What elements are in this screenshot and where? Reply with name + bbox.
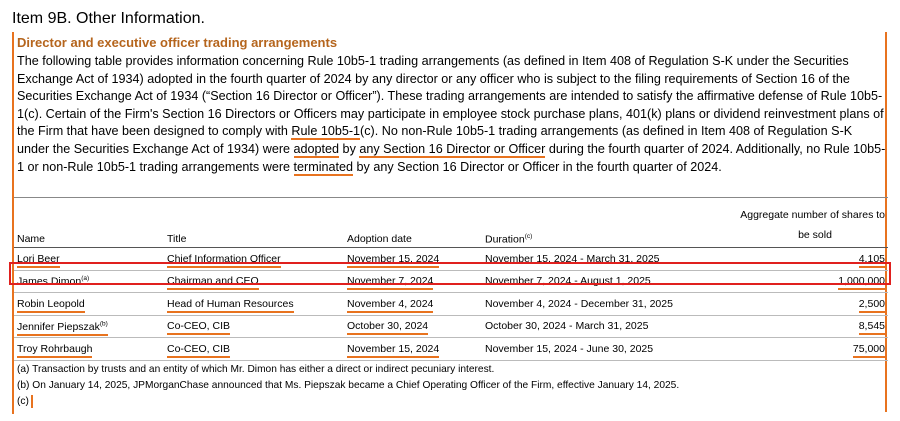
table-row bbox=[14, 338, 888, 361]
para-text-4: during the fourth quarter of 2024. Additionally, no Rule 10b5-1 or non-Rule 10b5-1 trading arrangements were bbox=[17, 141, 886, 174]
name-note: (b) bbox=[99, 320, 108, 327]
cell-shares bbox=[702, 315, 888, 338]
header-shares-line1: Aggregate number of shares to bbox=[740, 209, 885, 221]
adoption-tag[interactable]: November 4, 2024 bbox=[347, 298, 433, 313]
title-tag[interactable]: Co-CEO, CIB bbox=[167, 320, 230, 335]
header-name: Name bbox=[14, 203, 164, 248]
cell-title bbox=[164, 293, 344, 316]
adoption-tag[interactable]: November 15, 2024 bbox=[347, 253, 439, 268]
tag-rule-10b5-1[interactable]: Rule 10b5-1 bbox=[291, 124, 361, 139]
tag-section-16[interactable]: any Section 16 Director or Officer bbox=[359, 141, 546, 156]
footnote-c-label: (c) bbox=[17, 396, 29, 407]
cell-duration: November 15, 2024 - June 30, 2025 bbox=[482, 338, 702, 361]
name-tag[interactable]: Lori Beer bbox=[17, 253, 60, 268]
para-text-3: by bbox=[339, 141, 360, 156]
cell-title bbox=[164, 315, 344, 338]
footnotes bbox=[17, 362, 679, 410]
header-duration-note: (c) bbox=[524, 232, 533, 240]
shares-tag[interactable]: 2,500 bbox=[859, 298, 885, 313]
tag-adopted[interactable]: adopted bbox=[293, 141, 340, 156]
cell-adoption bbox=[344, 293, 482, 316]
footnote-a: (a) Transaction by trusts and an entity of which Mr. Dimon has either a direct or indirect pecuniary interest. bbox=[17, 364, 495, 375]
title-tag[interactable]: Chief Information Officer bbox=[167, 253, 281, 268]
cell-duration: November 4, 2024 - December 31, 2025 bbox=[482, 293, 702, 316]
shares-tag[interactable]: 75,000 bbox=[853, 343, 885, 358]
cell-name bbox=[14, 293, 164, 316]
header-duration bbox=[482, 203, 702, 248]
shares-tag[interactable]: 1,000,000 bbox=[838, 275, 885, 290]
name-tag[interactable]: Robin Leopold bbox=[17, 298, 85, 313]
shares-tag[interactable]: 8,545 bbox=[859, 320, 885, 335]
footnote-c bbox=[17, 394, 679, 410]
cell-duration: November 7, 2024 - August 1, 2025 bbox=[482, 270, 702, 293]
table-header-row bbox=[14, 203, 888, 248]
footnote-b: (b) On January 14, 2025, JPMorganChase announced that Ms. Piepszak became a Chief Operating Officer of the Firm, effective January 14, 2025. bbox=[17, 380, 680, 391]
cell-name bbox=[14, 338, 164, 361]
header-duration-label: Duration bbox=[485, 233, 525, 245]
intro-paragraph bbox=[17, 53, 887, 176]
name-tag[interactable] bbox=[17, 321, 108, 336]
para-text-2: (c). No non-Rule 10b5-1 trading arrangements (as defined in Item 408 of Regulation S-K under the Securities Exchange Act of 1934) were bbox=[17, 124, 853, 156]
title-tag[interactable]: Head of Human Resources bbox=[167, 298, 294, 313]
table-row bbox=[14, 293, 888, 316]
cell-adoption bbox=[344, 315, 482, 338]
cell-adoption bbox=[344, 338, 482, 361]
highlight-box bbox=[9, 262, 891, 285]
adoption-tag[interactable]: November 15, 2024 bbox=[347, 343, 439, 358]
name-tag[interactable]: Troy Rohrbaugh bbox=[17, 343, 92, 358]
header-title: Title bbox=[164, 203, 344, 248]
title-tag[interactable]: Co-CEO, CIB bbox=[167, 343, 230, 358]
section-heading: Director and executive officer trading arrangements bbox=[17, 35, 338, 50]
name-text: Jennifer Piepszak bbox=[17, 320, 100, 333]
cell-duration: November 15, 2024 - March 31, 2025 bbox=[482, 248, 702, 271]
table-top-rule bbox=[14, 197, 888, 198]
title-tag[interactable]: Chairman and CEO bbox=[167, 275, 259, 290]
header-shares-line2: be sold bbox=[798, 229, 832, 241]
header-adoption-date: Adoption date bbox=[344, 203, 482, 248]
name-note: (a) bbox=[81, 275, 90, 282]
table-row bbox=[14, 315, 888, 338]
shares-tag[interactable]: 4,105 bbox=[859, 253, 885, 268]
name-text: James Dimon bbox=[17, 275, 82, 288]
adoption-tag[interactable]: November 7, 2024 bbox=[347, 275, 433, 290]
cell-shares bbox=[702, 338, 888, 361]
cell-shares bbox=[702, 293, 888, 316]
item-title: Item 9B. Other Information. bbox=[12, 10, 205, 27]
para-text-5: by any Section 16 Director or Officer in the fourth quarter of 2024. bbox=[353, 159, 722, 174]
cell-name bbox=[14, 315, 164, 338]
text-cursor bbox=[31, 395, 33, 408]
tag-terminated[interactable]: terminated bbox=[293, 159, 354, 174]
header-shares bbox=[702, 203, 888, 248]
para-text-1: The following table provides information concerning Rule 10b5-1 trading arrangements (as defined in Item 408 of Regulation S-K under the Securities Exchange Act of 1934) adopted in the fourth quarter of 2024 by any director or any officer who is subject to the filing requirements of Section 16 of the Securities Exchange Act of 1934 (“Section 16 Director or Officer”). These trading arrangements are intended to satisfy the affirmative defense of Rule 10b5-1(c). Certain of the Firm's Section 16 Directors or Officers may participate in employee stock purchase plans, 401(k) plans or dividend reinvestment plans of the Firm that have been designed to comply with bbox=[17, 54, 884, 139]
adoption-tag[interactable]: October 30, 2024 bbox=[347, 320, 428, 335]
cell-duration: October 30, 2024 - March 31, 2025 bbox=[482, 315, 702, 338]
cell-title bbox=[164, 338, 344, 361]
